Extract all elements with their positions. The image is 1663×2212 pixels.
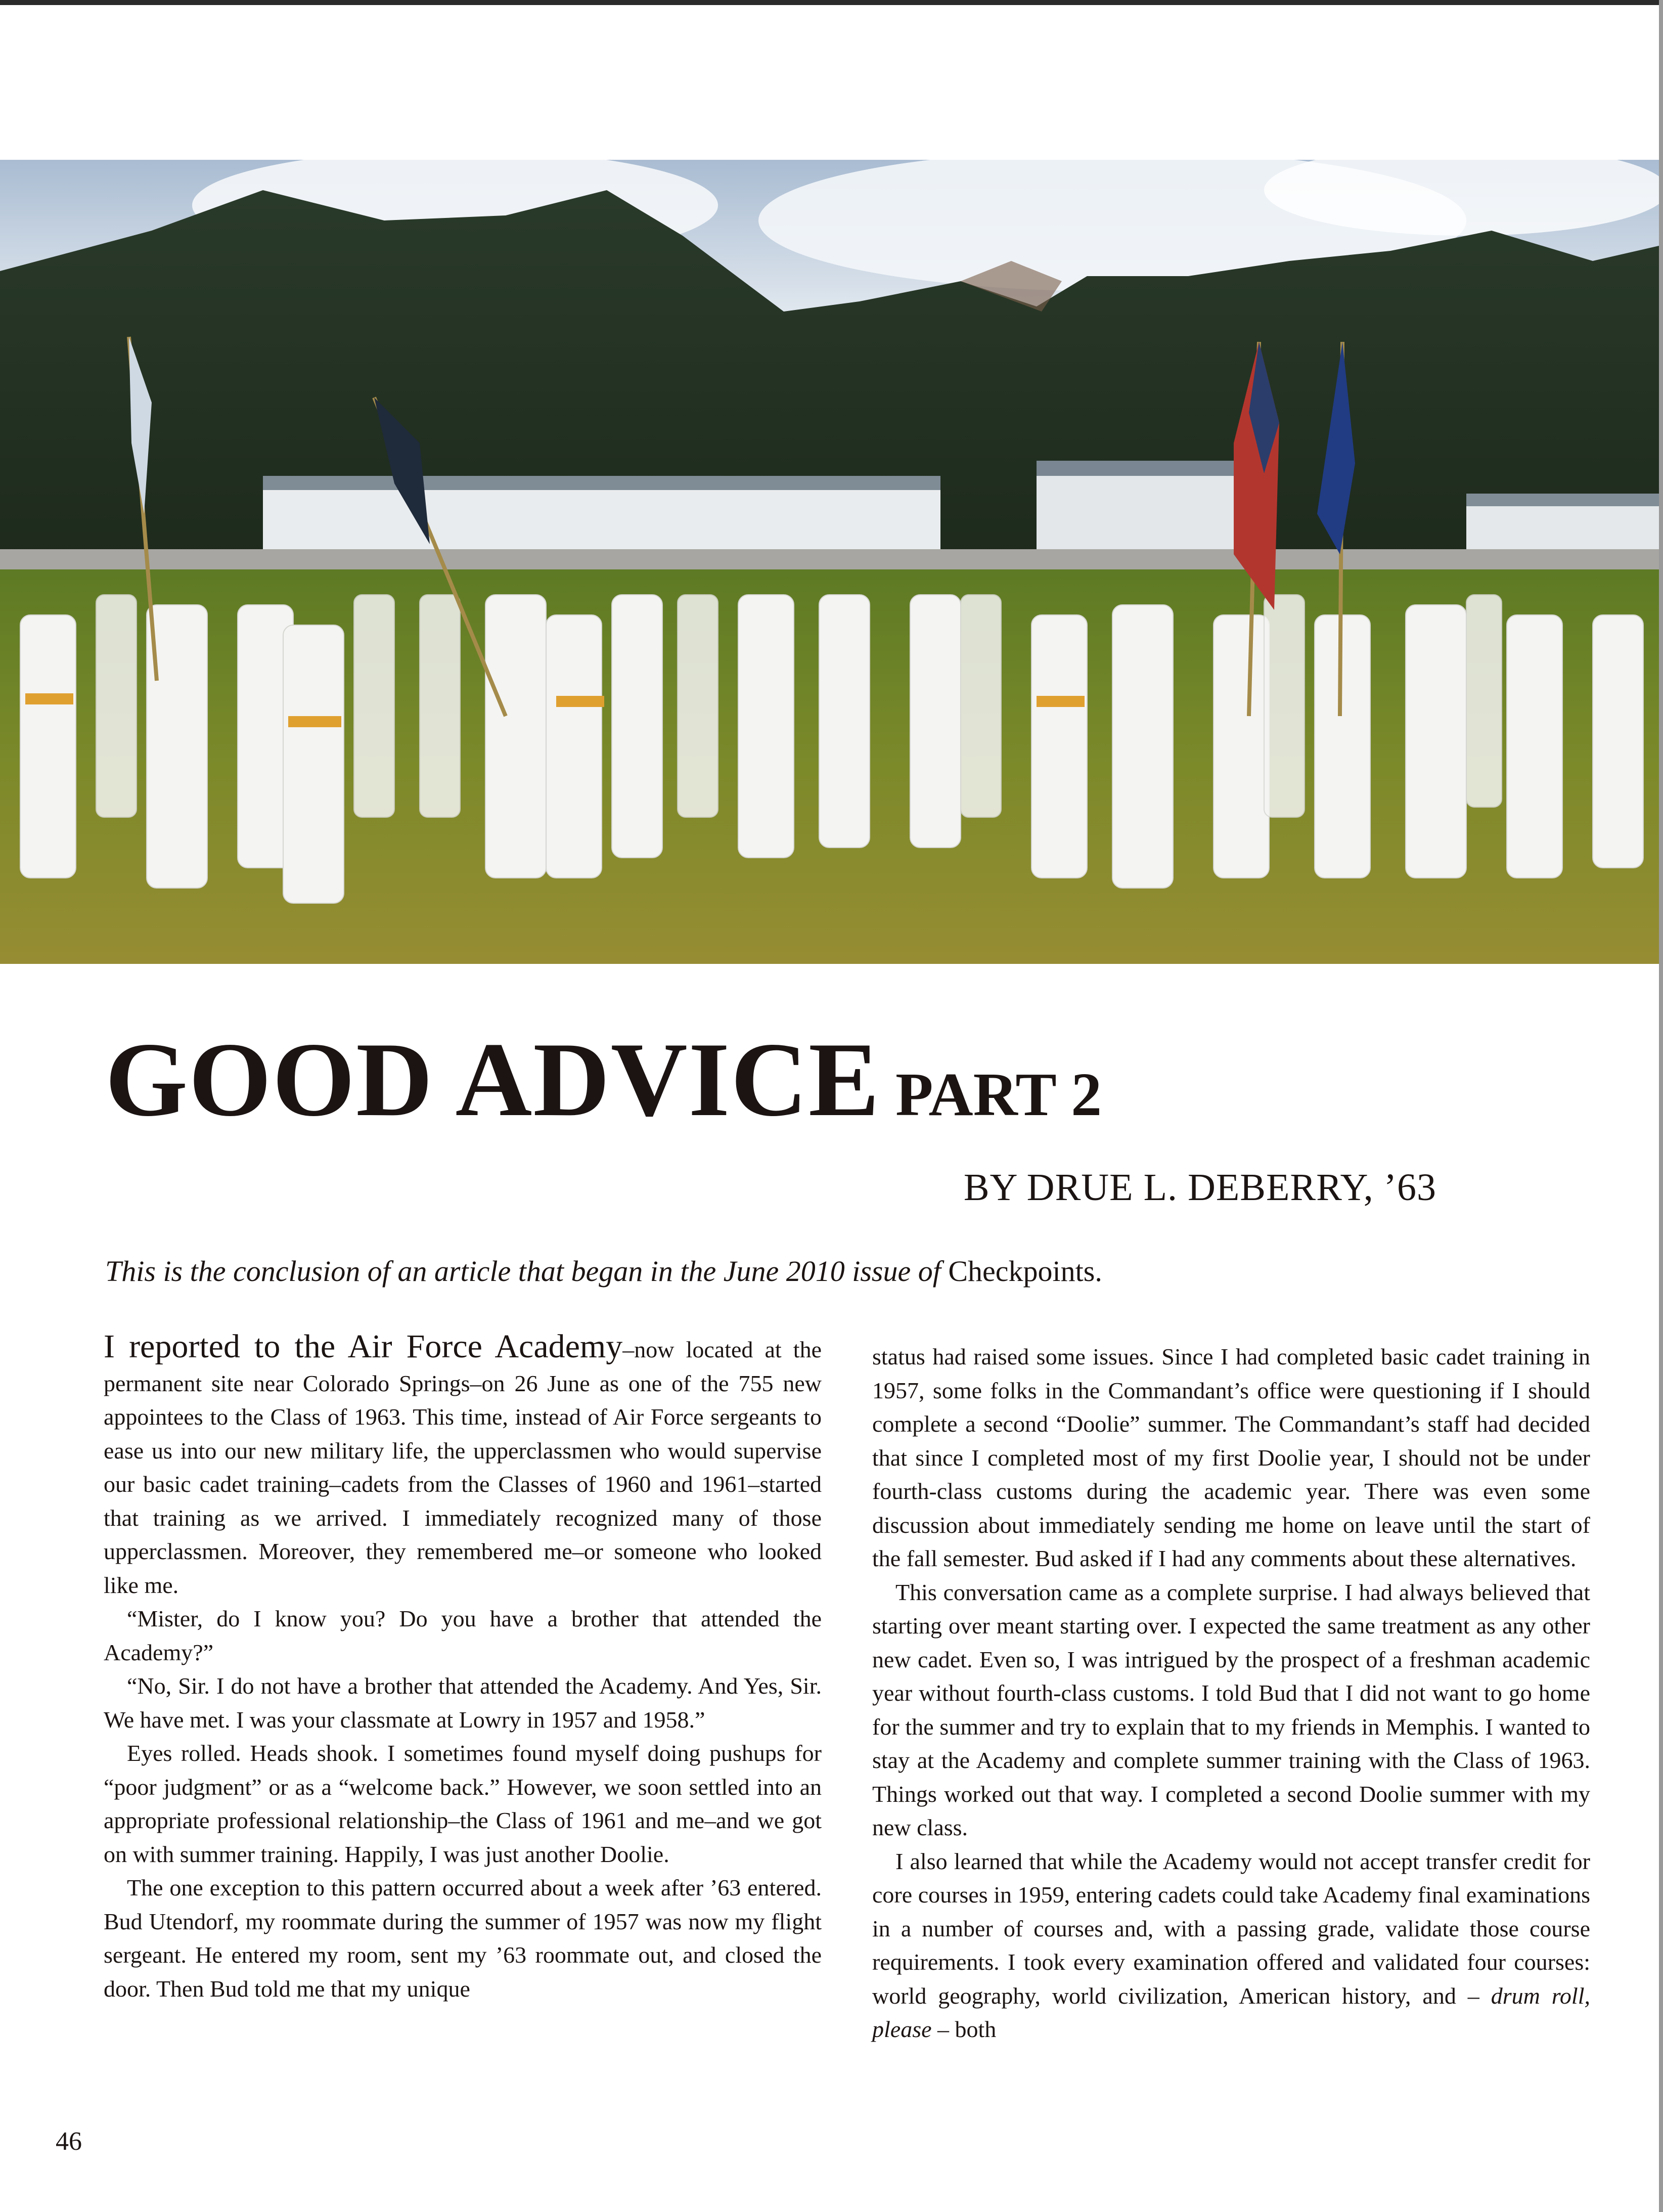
paragraph-2: “Mister, do I know you? Do you have a brother that attended the Academy?” bbox=[104, 1606, 822, 1665]
page-top-edge bbox=[0, 0, 1663, 5]
paragraph-1 bbox=[104, 1330, 822, 1602]
title-part: PART 2 bbox=[895, 1060, 1102, 1129]
left-column bbox=[104, 1330, 822, 2006]
paragraph-7: This conversation came as a complete surprise. I had always believed that starting over meant starting over. I expected the same treatment as any other new cadet. Even so, I was intrigued by the prospect of a freshman academic year without fourth-class customs. I told Bud that I did not want to go home for the summer and try to explain that to my friends in Memphis. I wanted to stay at the Academy and complete summer training with the Class of 1963. Things worked out that way. I completed a second Doolie summer with my new class. bbox=[872, 1579, 1590, 1840]
paragraph-8-italic: drum roll, please bbox=[872, 1982, 1590, 2042]
photo-illustration bbox=[0, 160, 1659, 964]
title-main: GOOD ADVICE bbox=[105, 1021, 881, 1138]
byline: BY DRUE L. DEBERRY, ’63 bbox=[963, 1166, 1436, 1209]
lead-in: I reported to the Air Force Academy bbox=[104, 1328, 623, 1365]
page-right-edge bbox=[1659, 0, 1663, 2212]
paragraph-8-end: – both bbox=[937, 2016, 997, 2042]
paragraph-3: “No, Sir. I do not have a brother that attended the Academy. And Yes, Sir. We have met. I was your classmate at Lowry in 1957 and 1958.” bbox=[104, 1673, 822, 1733]
paragraph-5: The one exception to this pattern occurred about a week after ’63 entered. Bud Utendorf, my roommate during the summer of 1957 was now my flight sergeant. He entered my room, sent my ’63 roommate out, and closed the door. Then Bud told me that my unique bbox=[104, 1875, 822, 2002]
intro-note bbox=[105, 1254, 1571, 1288]
paragraph-4: Eyes rolled. Heads shook. I sometimes found myself doing pushups for “poor judgment” or as a “welcome back.” However, we soon settled into an appropriate professional relationship–the Class of 1961 and me–and we got on with summer training. Happily, I was just another Doolie. bbox=[104, 1740, 822, 1867]
intro-italic: This is the conclusion of an article that began in the June 2010 issue of bbox=[105, 1255, 941, 1288]
intro-publication: Checkpoints. bbox=[948, 1255, 1102, 1288]
cadet-parade-photo bbox=[0, 160, 1659, 964]
right-column bbox=[872, 1340, 1590, 2047]
paragraph-8 bbox=[872, 1845, 1590, 2047]
paragraph-8-start: I also learned that while the Academy would not accept transfer credit for core courses in 1959, entering cadets could take Academy final examinations in a number of courses and, with a passing grade, validate those course requirements. I took every examination offered and validated four courses: world geography, world civilization, American history, and – bbox=[872, 1848, 1590, 2009]
article-title bbox=[105, 1021, 1102, 1138]
paragraph-6: status had raised some issues. Since I had completed basic cadet training in 1957, some folks in the Commandant’s office were questioning if I should complete a second “Doolie” summer. The Commandant’s staff had decided that since I completed most of my first Doolie year, I should not be under fourth-class customs during the academic year. There was even some discussion about immediately sending me home on leave until the start of the fall semester. Bud asked if I had any comments about these alternatives. bbox=[872, 1344, 1590, 1571]
page-number: 46 bbox=[56, 2127, 82, 2156]
paragraph-1-text: –now located at the permanent site near Colorado Springs–on 26 June as one of the 755 new appointees to the Class of 1963. This time, instead of Air Force sergeants to ease us into our new military life, the upperclassmen who would supervise our basic cadet training–cadets from the Classes of 1960 and 1961–started that training as we arrived. I immediately recognized many of those upperclassmen. Moreover, they remembered me–or someone who looked like me. bbox=[104, 1337, 822, 1598]
